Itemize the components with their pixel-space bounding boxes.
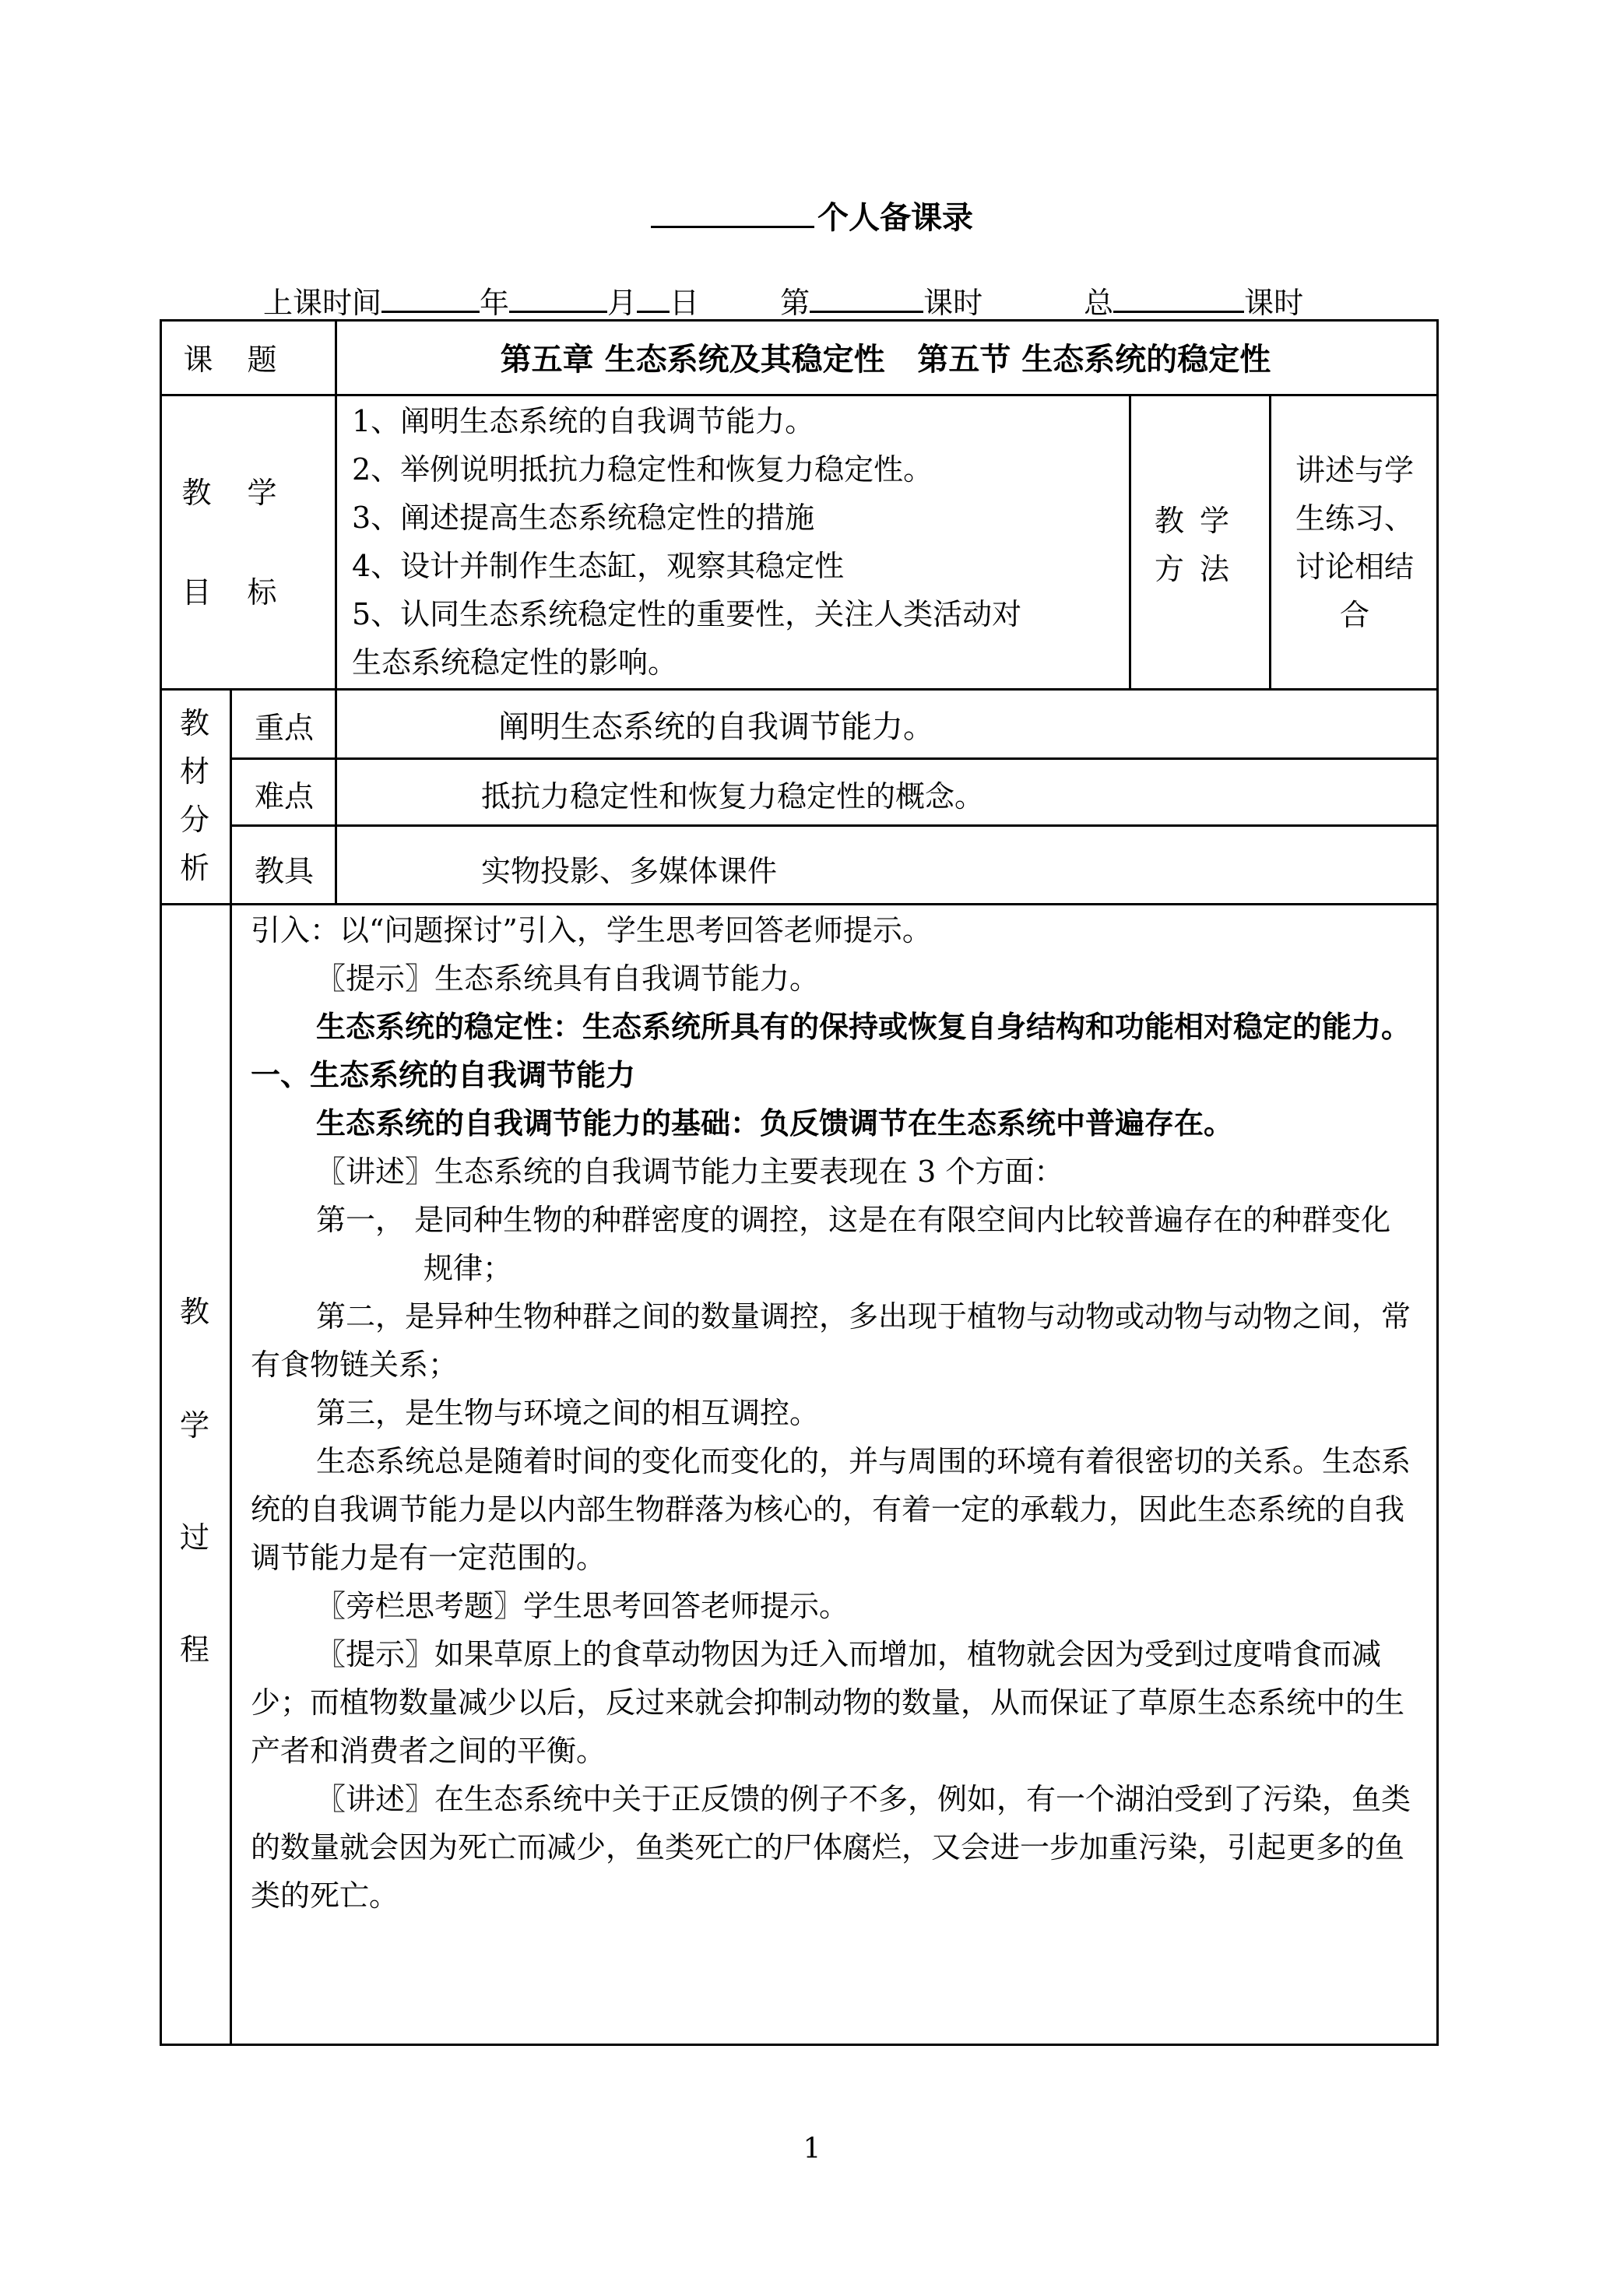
sidebar-question: 〖旁栏思考题〗学生思考回答老师提示。 — [316, 1589, 849, 1623]
method-line: 讨论相结 — [1295, 550, 1414, 584]
method-line: 生练习、 — [1295, 501, 1414, 536]
table-divider — [160, 903, 1439, 905]
difficulty-label: 难点 — [254, 779, 314, 814]
table-divider — [160, 688, 1439, 691]
method-line: 讲述与学 — [1295, 453, 1414, 487]
table-divider — [230, 824, 1439, 827]
page-title — [0, 193, 1624, 237]
third-point: 第三，是生物与环境之间的相互调控。 — [316, 1396, 820, 1430]
day-blank[interactable] — [637, 283, 670, 313]
schedule-line — [263, 279, 1303, 322]
analysis-label-char: 教 — [179, 706, 209, 740]
lesson-blank[interactable] — [810, 283, 923, 313]
table-divider — [335, 688, 337, 903]
goal-item: 2、举例说明抵抗力稳定性和恢复力稳定性。 — [352, 452, 933, 487]
table-divider — [230, 688, 232, 2046]
class-time-label: 上课时间 — [263, 286, 382, 320]
goals-label-bottom: 目标 — [181, 575, 313, 610]
process-label-char: 过 — [179, 1520, 209, 1555]
tools-label: 教具 — [254, 854, 314, 888]
process-label-char: 学 — [179, 1408, 209, 1443]
lecture-text: 〖讲述〗在生态系统中关于正反馈的例子不多，例如，有一个湖泊受到了污染，鱼类的数量就会因为死亡而减少，鱼类死亡的尸体腐烂，又会进一步加重污染，引起更多的鱼类的死亡。 — [251, 1782, 1411, 1913]
table-divider — [1269, 394, 1271, 688]
goals-list — [352, 397, 1107, 687]
title-blank[interactable] — [651, 195, 814, 228]
difficulty-value: 抵抗力稳定性和恢复力稳定性的概念。 — [481, 779, 985, 814]
year-blank[interactable] — [381, 283, 480, 313]
method-label-bottom: 方法 — [1154, 552, 1245, 586]
year-label: 年 — [480, 286, 510, 320]
tools-value: 实物投影、多媒体课件 — [481, 854, 778, 888]
total-prefix: 总 — [1084, 286, 1114, 320]
paragraph: 生态系统总是随着时间的变化而变化的，并与周围的环境有着很密切的关系。生态系统的自我调节能力是以内部生物群落为核心的，有着一定的承载力，因此生态系统的自我调节能力是有一定范围的。 — [251, 1444, 1411, 1575]
analysis-label-char: 材 — [179, 754, 209, 789]
goal-item: 生态系统稳定性的影响。 — [352, 645, 678, 680]
first-point: 第一， 是同种生物的种群密度的调控，这是在有限空间内比较普遍存在的种群变化规律； — [316, 1203, 1391, 1285]
goal-item: 4、设计并制作生态缸，观察其稳定性 — [352, 549, 845, 583]
goal-item: 5、认同生态系统稳定性的重要性，关注人类活动对 — [352, 597, 1022, 631]
table-divider — [1129, 394, 1131, 688]
total-suffix: 课时 — [1244, 286, 1304, 320]
analysis-label — [160, 699, 230, 892]
title-text: 个人备课录 — [817, 199, 973, 236]
total-blank[interactable] — [1113, 283, 1244, 313]
table-divider — [160, 394, 1439, 396]
section-heading: 一、生态系统的自我调节能力 — [251, 1057, 636, 1092]
day-label: 日 — [670, 286, 700, 320]
process-content — [251, 906, 1418, 1920]
page-number: 1 — [803, 2133, 821, 2165]
month-blank[interactable] — [509, 283, 607, 313]
process-label-char: 教 — [179, 1295, 209, 1329]
method-text — [1272, 446, 1437, 639]
goal-item: 3、阐述提高生态系统稳定性的措施 — [352, 501, 815, 535]
goals-label-top: 教学 — [181, 476, 313, 510]
analysis-label-char: 析 — [179, 851, 209, 885]
key-point-label: 重点 — [254, 711, 314, 745]
analysis-label-char: 分 — [179, 803, 209, 837]
table-divider — [230, 757, 1439, 760]
lecture-text: 〖讲述〗生态系统的自我调节能力主要表现在 3 个方面： — [316, 1155, 1064, 1189]
intro-text: 引入：以“问题探讨”引入，学生思考回答老师提示。 — [251, 913, 932, 947]
lesson-prefix: 第 — [780, 286, 810, 320]
definition-text: 生态系统的稳定性：生态系统所具有的保持或恢复自身结构和功能相对稳定的能力。 — [316, 1009, 1411, 1044]
topic-label: 课题 — [183, 342, 311, 377]
method-label-top: 教学 — [1154, 504, 1245, 538]
lesson-suffix: 课时 — [923, 286, 983, 320]
month-label: 月 — [607, 286, 638, 320]
goal-item: 1、阐明生态系统的自我调节能力。 — [352, 404, 815, 438]
hint-text: 〖提示〗生态系统具有自我调节能力。 — [316, 961, 820, 996]
process-label-char: 程 — [179, 1633, 209, 1667]
method-line: 合 — [1339, 598, 1369, 632]
topic-value: 第五章 生态系统及其稳定性 第五节 生态系统的稳定性 — [500, 340, 1271, 378]
key-point-value: 阐明生态系统的自我调节能力。 — [498, 709, 934, 745]
second-point: 第二，是异种生物种群之间的数量调控，多出现于植物与动物或动物与动物之间，常有食物链关系； — [251, 1299, 1411, 1382]
hint-text: 〖提示〗如果草原上的食草动物因为迁入而增加，植物就会因为受到过度啃食而减少；而植物数量减少以后，反过来就会抑制动物的数量，从而保证了草原生态系统中的生产者和消费者之间的平衡。 — [251, 1637, 1405, 1768]
basis-text: 生态系统的自我调节能力的基础：负反馈调节在生态系统中普遍存在。 — [316, 1105, 1234, 1140]
